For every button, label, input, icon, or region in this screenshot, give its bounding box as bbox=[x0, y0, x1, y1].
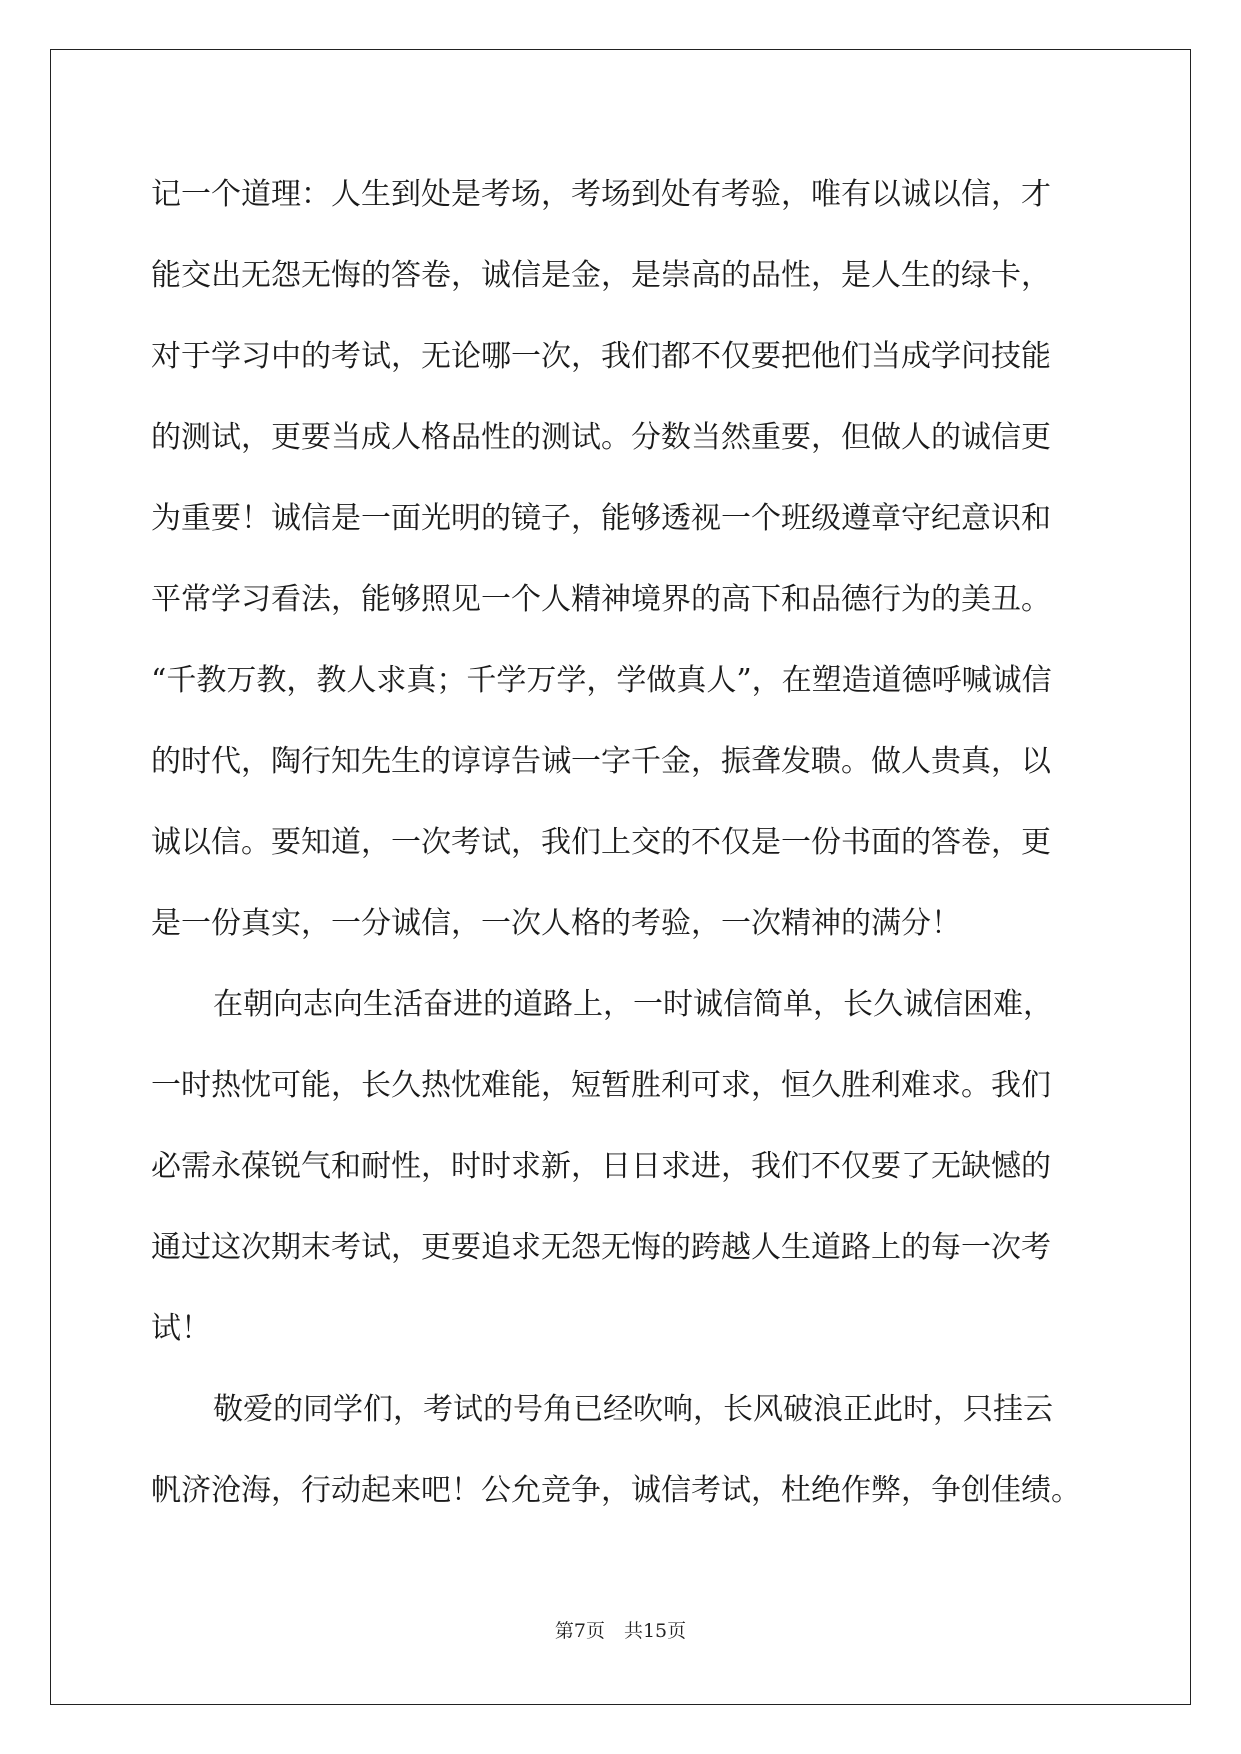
text-line: 必需永葆锐气和耐性，时时求新，日日求进，我们不仅要了无缺憾的 bbox=[151, 1149, 1051, 1184]
text-line: 的测试，更要当成人格品性的测试。分数当然重要，但做人的诚信更 bbox=[151, 420, 1051, 455]
text-line: 记一个道理：人生到处是考场，考场到处有考验，唯有以诚以信，才 bbox=[151, 177, 1051, 212]
text-line: “千教万教，教人求真；千学万学，学做真人”，在塑造道德呼喊诚信 bbox=[151, 663, 1052, 698]
text-line: 通过这次期末考试，更要追求无怨无悔的跨越人生道路上的每一次考 bbox=[151, 1230, 1051, 1265]
text-line: 的时代，陶行知先生的谆谆告诫一字千金，振聋发聩。做人贵真，以 bbox=[151, 744, 1051, 779]
text-line: 能交出无怨无悔的答卷，诚信是金，是崇高的品性，是人生的绿卡， bbox=[151, 258, 1051, 293]
text-line: 对于学习中的考试，无论哪一次，我们都不仅要把他们当成学问技能 bbox=[151, 339, 1051, 374]
page-number-footer: 第7页 共15页 bbox=[554, 1620, 687, 1642]
text-line: 在朝向志向生活奋进的道路上，一时诚信简单，长久诚信困难， bbox=[213, 987, 1053, 1022]
text-line: 一时热忱可能，长久热忱难能，短暂胜利可求，恒久胜利难求。我们 bbox=[151, 1068, 1051, 1103]
body-text bbox=[151, 154, 1096, 1531]
text-line: 平常学习看法，能够照见一个人精神境界的高下和品德行为的美丑。 bbox=[151, 582, 1051, 617]
text-line: 是一份真实，一分诚信，一次人格的考验，一次精神的满分！ bbox=[151, 906, 961, 941]
text-line: 为重要！诚信是一面光明的镜子，能够透视一个班级遵章守纪意识和 bbox=[151, 501, 1051, 536]
text-line: 诚以信。要知道，一次考试，我们上交的不仅是一份书面的答卷，更 bbox=[151, 825, 1051, 860]
text-line: 敬爱的同学们，考试的号角已经吹响，长风破浪正此时，只挂云 bbox=[213, 1392, 1053, 1427]
text-line: 试！ bbox=[151, 1311, 211, 1346]
text-line: 帆济沧海，行动起来吧！公允竞争，诚信考试，杜绝作弊，争创佳绩。 bbox=[151, 1473, 1081, 1508]
